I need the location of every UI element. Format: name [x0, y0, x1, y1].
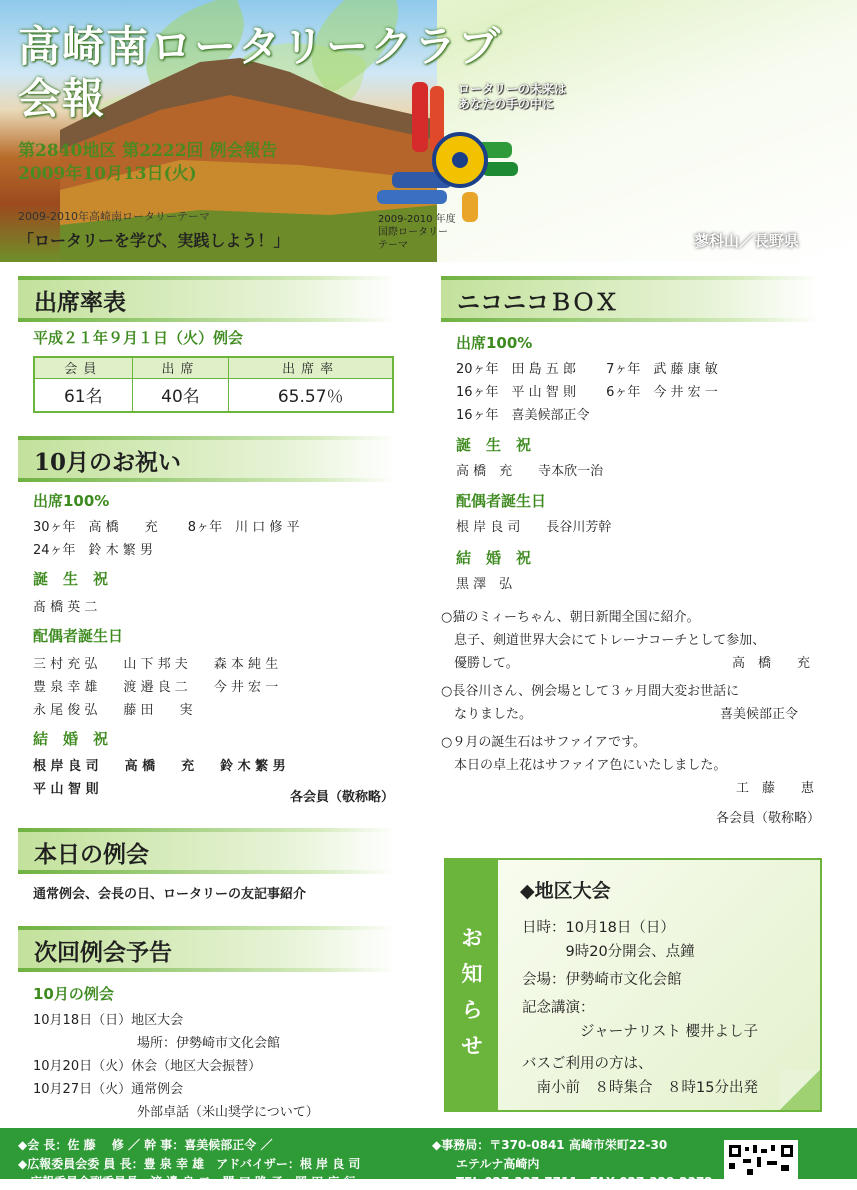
table-cell: 40名 [132, 378, 229, 412]
list-item: 黒 澤 弘 [456, 577, 513, 592]
notice-side-char: せ [461, 1033, 483, 1058]
schedule-item: 外部卓話（米山奨学について） [33, 1105, 319, 1120]
ri-label-line: 国際ロータリー [378, 227, 448, 238]
section-title: 次回例会予告 [34, 939, 172, 966]
list-item: 16ヶ年 喜美候部正令 [456, 408, 590, 423]
subsection-heading: 出席100% [456, 334, 533, 352]
footer-committee: ◆広報委員会委 員 長：豊 泉 幸 雄 アドバイザー：根 岸 良 司 [18, 1157, 361, 1171]
notice-side-label [446, 860, 498, 1110]
section-title: 10月のお祝い [34, 449, 182, 476]
notice-line: 南小前 ８時集合 ８時15分出発 [522, 1080, 758, 1096]
notice-side-char: ら [461, 997, 483, 1022]
ri-theme-label [378, 213, 456, 252]
subsection-heading: 出席100% [33, 492, 110, 510]
notice-title: ◆地区大会 [520, 880, 611, 902]
footer-committee-sub: 広報委員会副委員長：渡 邉 良 二・関 口 路 子・岡 田 広 行 [30, 1175, 356, 1189]
notice-line: ジャーナリスト 櫻井よし子 [522, 1024, 759, 1040]
list-item: 豊 泉 幸 雄 渡 邉 良 二 今 井 宏 一 [33, 680, 279, 695]
subsection-heading: 配偶者誕生日 [33, 627, 124, 645]
page-curl-decoration [780, 1070, 820, 1110]
subsection-heading: 結 婚 祝 [33, 730, 109, 748]
today-band [18, 828, 396, 874]
list-item: 三 村 充 弘 山 下 邦 夫 森 本 純 生 [33, 657, 279, 672]
message-line: ○猫のミィーちゃん、朝日新聞全国に紹介。 [441, 610, 700, 625]
attendance-table [33, 356, 394, 413]
today-text: 通常例会、会長の日、ロータリーの友記事紹介 [33, 887, 307, 902]
celebration-band [18, 436, 396, 482]
list-item: 24ヶ年 鈴 木 繁 男 [33, 543, 153, 558]
subsection-heading: 誕 生 祝 [33, 570, 109, 588]
slogan-line: ロータリーの未来は [458, 82, 567, 96]
footer-office-building: エテルナ高崎内 [456, 1157, 540, 1171]
notice-line: バスご利用の方は、 [522, 1056, 653, 1072]
list-item: 平 山 智 則 [33, 782, 99, 797]
qr-code-icon [724, 1140, 798, 1180]
list-item: 髙 橋 英 二 [33, 600, 98, 615]
notice-side-char: 知 [461, 961, 483, 986]
newsletter-title-sub: 会報 [18, 74, 107, 123]
list-item: 永 尾 俊 弘 藤 田 実 [33, 703, 193, 718]
list-item: 根 岸 良 司 長谷川芳幹 [456, 520, 612, 535]
notice-body [498, 860, 820, 1110]
photo-caption: 蓼科山／長野県 [694, 232, 800, 250]
table-header: 出席 [132, 357, 229, 378]
footer-office-address: ◆事務局：〒370-0841 高崎市栄町22-30 [432, 1138, 668, 1152]
newsletter-title: 高崎南ロータリークラブ [18, 22, 503, 71]
message-signature: 高 橋 充 [732, 656, 811, 671]
subsection-heading: 配偶者誕生日 [456, 492, 547, 510]
schedule-item: 場所：伊勢崎市文化会館 [33, 1036, 281, 1051]
list-item: 16ヶ年 平 山 智 則 6ヶ年 今 井 宏 一 [456, 385, 718, 400]
notice-line: 9時20分開会、点鐘 [522, 944, 695, 960]
meeting-info [18, 140, 277, 186]
message-line: ○９月の誕生石はサファイアです。 [441, 735, 647, 750]
section-title: 本日の例会 [34, 841, 149, 868]
ri-label-line: テーマ [378, 240, 408, 251]
message-line: 本日の卓上花はサファイア色にいたしました。 [441, 758, 727, 773]
rotary-slogan [458, 82, 566, 112]
message-line: なりました。 [441, 707, 533, 722]
section-title: ニコニコＢＯＸ [457, 289, 618, 316]
section-title: 出席率表 [34, 289, 126, 316]
notice-line: 会場：伊勢崎市文化会館 [522, 972, 682, 988]
slogan-line: あなたの手の中に [458, 97, 555, 111]
meeting-number: 第2840地区 第2222回 例会報告 [18, 141, 278, 161]
notice-line: 日時：10月18日（日） [522, 920, 675, 936]
message-line: ○長谷川さん、例会場として３ヶ月間大変お世話に [441, 684, 740, 699]
footer-office-phone: TEL 027-327-7711 FAX 027-328-2372 [456, 1175, 713, 1189]
schedule-item: 10月20日（火）休会（地区大会振替） [33, 1059, 262, 1074]
table-cell: 61名 [34, 378, 132, 412]
attendance-subtitle: 平成２１年９月１日（火）例会 [33, 329, 244, 347]
footer-officers: ◆会 長：佐 藤 修 ／ 幹 事：喜美候部正令 ／ [18, 1138, 273, 1152]
table-header: 出席率 [229, 357, 393, 378]
honorific-note: 各会員（敬称略） [290, 790, 395, 805]
list-item: 根 岸 良 司 高 橋 充 鈴 木 繁 男 [33, 759, 286, 774]
theme-text: 「ロータリーを学び、実践しよう！」 [18, 231, 290, 250]
notice-line: 記念講演： [522, 1000, 595, 1016]
notice-side-char: お [461, 925, 483, 950]
message-signature: 工 藤 恵 [736, 781, 815, 796]
list-item: 30ヶ年 高 橋 充 8ヶ年 川 口 修 平 [33, 520, 300, 535]
meeting-date: 2009年10月13日(火) [18, 164, 197, 184]
message-line: 息子、剣道世界大会にてトレーナコーチとして参加、 [441, 633, 766, 648]
header [0, 0, 857, 262]
schedule-item: 10月18日（日）地区大会 [33, 1013, 184, 1028]
subsection-heading: 誕 生 祝 [456, 436, 532, 454]
next-band [18, 926, 396, 972]
ri-label-line: 2009-2010 年度 [378, 214, 456, 225]
footer [0, 1128, 857, 1189]
message-line: 優勝して。 [441, 656, 519, 671]
theme-label: 2009-2010年高崎南ロータリーテーマ [18, 210, 210, 223]
table-header: 会員 [34, 357, 132, 378]
subsection-heading: 結 婚 祝 [456, 549, 532, 567]
niko-band [441, 276, 819, 322]
notice-box [444, 858, 822, 1112]
table-cell: 65.57％ [229, 378, 393, 412]
attendance-band [18, 276, 396, 322]
list-item: 20ヶ年 田 島 五 郎 7ヶ年 武 藤 康 敏 [456, 362, 718, 377]
subsection-heading: 10月の例会 [33, 985, 114, 1003]
honorific-note: 各会員（敬称略） [716, 811, 821, 826]
schedule-item: 10月27日（火）通常例会 [33, 1082, 184, 1097]
message-signature: 喜美候部正令 [720, 707, 799, 722]
list-item: 高 橋 充 寺本欣一治 [456, 464, 604, 479]
